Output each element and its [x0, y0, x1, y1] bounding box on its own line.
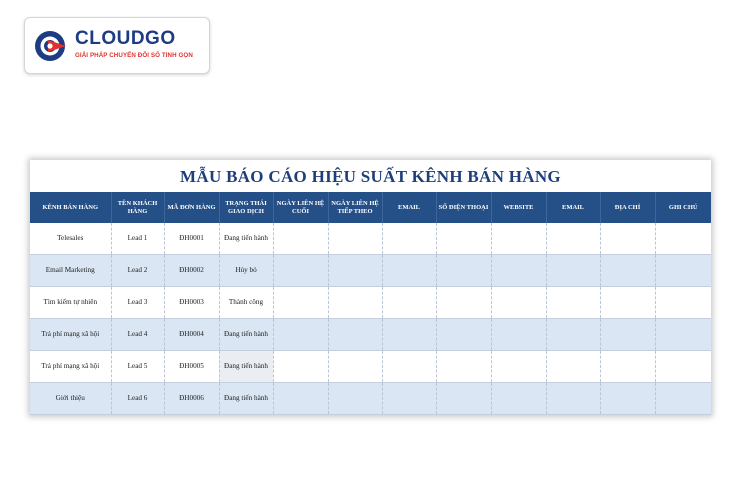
table-cell: Lead 6 — [111, 383, 164, 415]
column-header: EMAIL — [546, 192, 600, 223]
column-header: TÊN KHÁCH HÀNG — [111, 192, 164, 223]
table-cell — [382, 287, 436, 319]
table-cell: ĐH0004 — [164, 319, 219, 351]
table-cell — [546, 255, 600, 287]
table-cell — [600, 383, 655, 415]
table-row — [30, 319, 711, 351]
table-cell — [655, 319, 711, 351]
table-cell — [546, 223, 600, 255]
column-header: WEBSITE — [491, 192, 546, 223]
table-cell — [382, 351, 436, 383]
column-header: EMAIL — [382, 192, 436, 223]
table-cell: Đang tiến hành — [219, 383, 273, 415]
table-cell — [273, 319, 328, 351]
report-table — [30, 192, 711, 415]
table-cell: Lead 4 — [111, 319, 164, 351]
table-cell — [328, 351, 382, 383]
header-row — [30, 192, 711, 223]
table-cell: ĐH0003 — [164, 287, 219, 319]
table-cell — [491, 319, 546, 351]
table-cell — [273, 223, 328, 255]
table-cell: Telesales — [30, 223, 111, 255]
cloudgo-logo-icon — [33, 28, 69, 64]
table-cell — [328, 287, 382, 319]
table-cell — [436, 223, 491, 255]
table-cell — [491, 255, 546, 287]
table-cell: Lead 2 — [111, 255, 164, 287]
table-cell — [436, 351, 491, 383]
column-header: ĐỊA CHỈ — [600, 192, 655, 223]
table-cell: Trả phí mạng xã hội — [30, 319, 111, 351]
table-cell — [382, 319, 436, 351]
report-title: MẪU BÁO CÁO HIỆU SUẤT KÊNH BÁN HÀNG — [180, 167, 561, 186]
table-cell: Tìm kiếm tự nhiên — [30, 287, 111, 319]
table-row — [30, 383, 711, 415]
table-cell — [546, 383, 600, 415]
report-sheet — [30, 160, 711, 415]
table-cell — [273, 287, 328, 319]
table-cell — [655, 351, 711, 383]
table-cell — [655, 223, 711, 255]
table-cell — [491, 351, 546, 383]
table-cell: ĐH0005 — [164, 351, 219, 383]
table-row — [30, 351, 711, 383]
table-cell: Lead 5 — [111, 351, 164, 383]
table-cell: Thành công — [219, 287, 273, 319]
table-cell: Đang tiến hành — [219, 319, 273, 351]
table-cell — [600, 319, 655, 351]
column-header: NGÀY LIÊN HỆ CUỐI — [273, 192, 328, 223]
table-cell: Hủy bỏ — [219, 255, 273, 287]
table-cell: ĐH0001 — [164, 223, 219, 255]
column-header: GHI CHÚ — [655, 192, 711, 223]
table-cell — [600, 255, 655, 287]
table-cell: ĐH0002 — [164, 255, 219, 287]
table-cell — [600, 287, 655, 319]
table-cell — [436, 255, 491, 287]
table-cell: Lead 1 — [111, 223, 164, 255]
table-cell — [655, 383, 711, 415]
table-cell — [600, 351, 655, 383]
table-row — [30, 223, 711, 255]
cloudgo-logo — [24, 17, 210, 74]
table-cell — [655, 255, 711, 287]
table-cell — [328, 223, 382, 255]
table-cell — [491, 287, 546, 319]
table-cell — [436, 383, 491, 415]
table-cell — [655, 287, 711, 319]
table-cell — [382, 255, 436, 287]
table-cell — [328, 255, 382, 287]
table-cell: ĐH0006 — [164, 383, 219, 415]
table-cell: Đang tiến hành — [219, 351, 273, 383]
table-cell — [546, 319, 600, 351]
table-cell — [382, 383, 436, 415]
table-cell — [546, 351, 600, 383]
logo-tagline: GIẢI PHÁP CHUYỂN ĐỔI SỐ TINH GỌN — [75, 52, 193, 59]
table-cell: Đang tiến hành — [219, 223, 273, 255]
table-row — [30, 287, 711, 319]
table-cell — [382, 223, 436, 255]
table-cell — [546, 287, 600, 319]
table-cell: Email Marketing — [30, 255, 111, 287]
table-cell: Giới thiệu — [30, 383, 111, 415]
table-cell — [600, 223, 655, 255]
table-cell: Lead 3 — [111, 287, 164, 319]
column-header: SỐ ĐIỆN THOẠI — [436, 192, 491, 223]
table-cell — [328, 319, 382, 351]
table-cell — [491, 383, 546, 415]
table-cell — [328, 383, 382, 415]
table-cell — [273, 383, 328, 415]
column-header: NGÀY LIÊN HỆ TIẾP THEO — [328, 192, 382, 223]
table-cell — [436, 319, 491, 351]
table-cell — [273, 255, 328, 287]
logo-name: CLOUDGO — [75, 28, 176, 49]
column-header: MÃ ĐƠN HÀNG — [164, 192, 219, 223]
table-cell — [436, 287, 491, 319]
column-header: KÊNH BÁN HÀNG — [30, 192, 111, 223]
column-header: TRẠNG THÁI GIAO DỊCH — [219, 192, 273, 223]
table-row — [30, 255, 711, 287]
table-cell: Trả phí mạng xã hội — [30, 351, 111, 383]
table-cell — [491, 223, 546, 255]
table-cell — [273, 351, 328, 383]
